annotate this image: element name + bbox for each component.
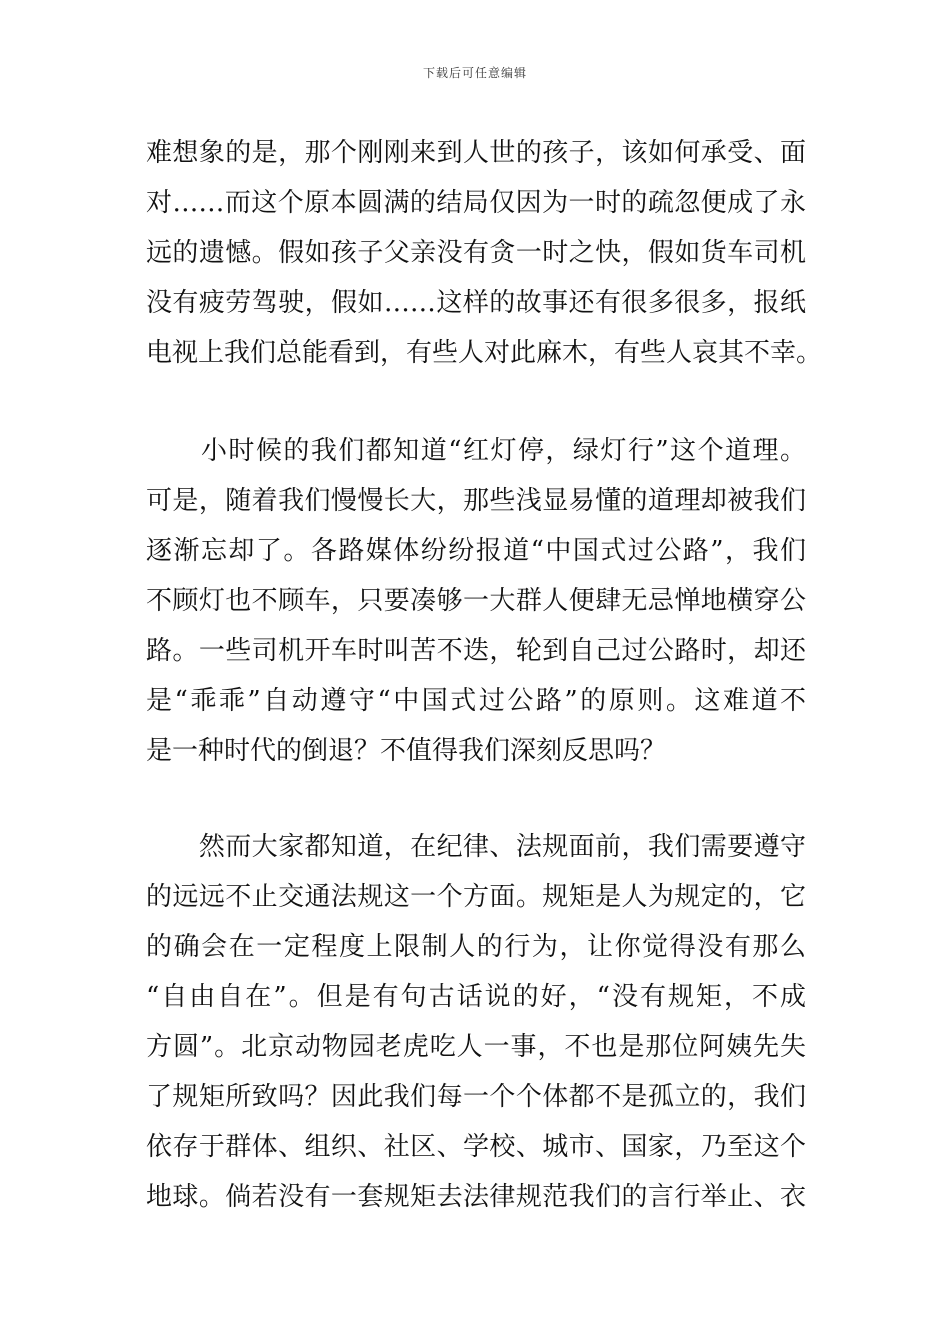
- text-line: “自由自在”。但是有句古话说的好，“没有规矩，不成: [146, 982, 806, 1012]
- text-line: 的确会在一定程度上限制人的行为，让你觉得没有那么: [146, 932, 806, 962]
- text-line: 路。一些司机开车时叫苦不迭，轮到自己过公路时，却还: [146, 636, 806, 666]
- text-line: 对……而这个原本圆满的结局仅因为一时的疏忽便成了永: [146, 188, 806, 218]
- paragraph-2: [146, 426, 806, 776]
- text-line: 的远远不止交通法规这一个方面。规矩是人为规定的，它: [146, 882, 806, 912]
- text-line: 小时候的我们都知道“红灯停，绿灯行”这个道理。: [146, 436, 806, 466]
- paragraph-3: [146, 822, 806, 1222]
- text-line: 是“乖乖”自动遵守“中国式过公路”的原则。这难道不: [146, 686, 806, 716]
- text-line: 远的遗憾。假如孩子父亲没有贪一时之快，假如货车司机: [146, 238, 806, 268]
- text-line: 不顾灯也不顾车，只要凑够一大群人便肆无忌惮地横穿公: [146, 586, 806, 616]
- text-line: 然而大家都知道，在纪律、法规面前，我们需要遵守: [146, 832, 806, 862]
- text-line: 可是，随着我们慢慢长大，那些浅显易懂的道理却被我们: [146, 486, 806, 516]
- text-line: 难想象的是，那个刚刚来到人世的孩子，该如何承受、面: [146, 138, 806, 168]
- text-line: 电视上我们总能看到，有些人对此麻木，有些人哀其不幸。: [146, 338, 823, 368]
- text-line: 没有疲劳驾驶，假如……这样的故事还有很多很多，报纸: [146, 288, 806, 318]
- text-line: 逐渐忘却了。各路媒体纷纷报道“中国式过公路”，我们: [146, 536, 806, 566]
- text-line: 方圆”。北京动物园老虎吃人一事，不也是那位阿姨先失: [146, 1032, 806, 1062]
- paragraph-1: [146, 128, 823, 378]
- text-line: 是一种时代的倒退？不值得我们深刻反思吗？: [146, 736, 667, 766]
- text-line: 依存于群体、组织、社区、学校、城市、国家，乃至这个: [146, 1132, 806, 1162]
- text-line: 了规矩所致吗？因此我们每一个个体都不是孤立的，我们: [146, 1082, 806, 1112]
- page-header: 下载后可任意编辑: [422, 66, 527, 80]
- text-line: 地球。倘若没有一套规矩去法律规范我们的言行举止、衣: [146, 1182, 806, 1212]
